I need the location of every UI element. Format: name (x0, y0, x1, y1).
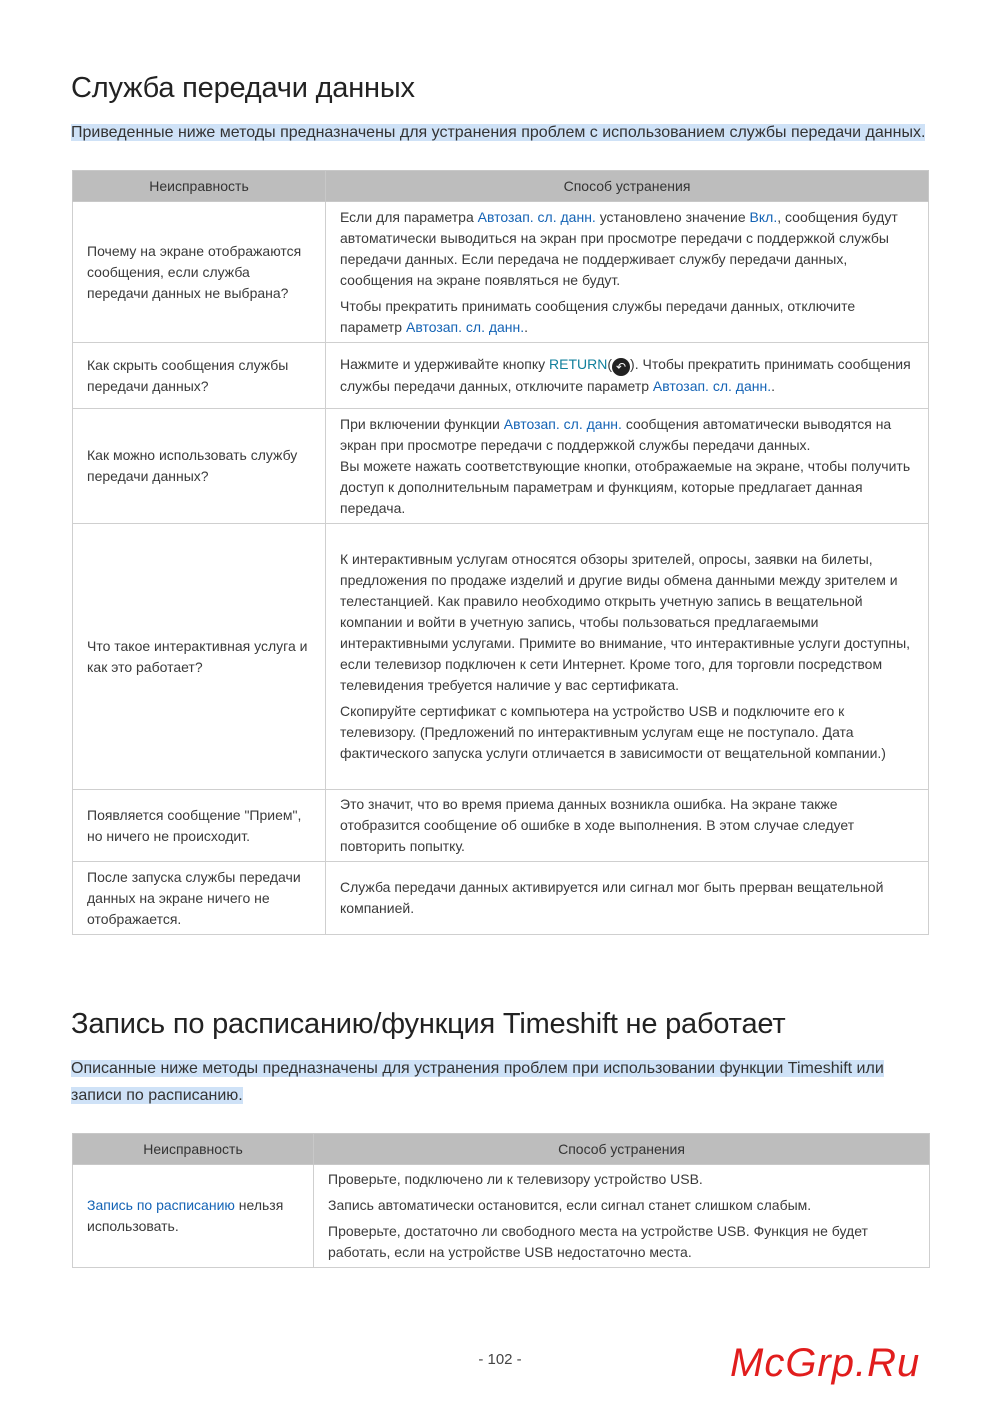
text: Почему на экране отображаются сообщения, если служба передачи данных не выбрана? (87, 242, 302, 301)
column-header-problem: Неисправность (73, 1134, 314, 1165)
text: Чтобы прекратить принимать сообщения службы передачи данных, отключите параметр (340, 297, 856, 335)
paragraph (340, 296, 914, 338)
solution-cell (326, 524, 929, 790)
paragraph (340, 549, 914, 696)
setting-link: Автозап. сл. данн. (405, 318, 525, 335)
paragraph (328, 1221, 915, 1263)
problem-cell (73, 862, 326, 935)
paragraph (87, 1195, 299, 1237)
text: . (524, 318, 529, 335)
paragraph (340, 354, 914, 397)
text: Это значит, что во время приема данных возникла ошибка. На экране также отобразится сообщение об ошибке в ходе выполнения. В этом случае следует повторить попытку. (340, 796, 855, 854)
button-name: RETURN (549, 356, 608, 372)
column-header-problem: Неисправность (73, 171, 326, 202)
text: Служба передачи данных активируется или сигнал мог быть прерван вещательной компанией. (340, 879, 884, 916)
text: , сообщения будут автоматически выводиться на экран при просмотре передачи с поддержкой службы передачи данных. Если передача не поддерживает службу передачи данных, сообщения на экране появляться не будут. (340, 208, 898, 288)
text: К интерактивным услугам относятся обзоры зрителей, опросы, заявки на билеты, предложения по продаже изделий и другие виды обмена данными между зрителем и телестанцией. Как правило необходимо открыть учетную запись в вещательной компании и войти в учетную запись, чтобы пользоваться предлагаемыми интерактивными услугами. Примите во внимание, что интерактивные услуги доступны, если телевизор подключен к сети Интернет. Кроме того, для торговли посредством телевидения требуется наличие у вас сертификата. (340, 551, 911, 693)
text: Появляется сообщение "Прием", но ничего не происходит. (87, 806, 302, 844)
text: сообщения автоматически выводятся на экран при просмотре передачи с поддержкой службы передачи данных. (340, 415, 892, 453)
watermark: McGrp.Ru (730, 1341, 921, 1385)
setting-link: Запись по расписанию (87, 1197, 235, 1213)
paragraph (340, 701, 914, 764)
setting-link: Автозап. сл. данн. (652, 378, 772, 394)
problem-cell (73, 343, 326, 409)
return-icon: ↶ (612, 358, 630, 376)
solution-cell (326, 862, 929, 935)
solution-cell (314, 1165, 930, 1268)
page-number: - 102 - (478, 1351, 522, 1368)
paragraph (340, 794, 914, 857)
problem-cell (73, 409, 326, 524)
text: При включении функции (340, 415, 504, 432)
text: Проверьте, достаточно ли свободного места на устройстве USB. Функция не будет работать, если на устройстве USB недостаточно места. (328, 1223, 868, 1260)
troubleshooting-table-data-service (72, 170, 929, 935)
table-row (73, 524, 929, 790)
paragraph (87, 867, 311, 930)
paragraph (340, 456, 914, 519)
text: Скопируйте сертификат с компьютера на устройство USB и подключите его к телевизору. (Предложений по интерактивным услугам еще не поступало. Дата фактического запуска услуги отличается в зависимости от вещательной компании.) (340, 703, 886, 761)
text: ( (607, 356, 613, 372)
solution-cell (326, 790, 929, 862)
solution-cell (326, 202, 929, 343)
text: После запуска службы передачи данных на экране ничего не отображается. (87, 868, 301, 927)
paragraph (340, 207, 914, 291)
section-title-data-service: Служба передачи данных (71, 72, 415, 104)
column-header-solution: Способ устранения (314, 1134, 930, 1165)
paragraph (87, 636, 311, 678)
intro-text: Описанные ниже методы предназначены для устранения проблем при использовании функции Timeshift или записи по расписанию. (71, 1060, 884, 1104)
problem-cell (73, 1165, 314, 1268)
setting-link: Автозап. сл. данн. (477, 208, 596, 225)
paragraph (87, 805, 311, 847)
problem-cell (73, 524, 326, 790)
table-row (73, 343, 929, 409)
table-row (73, 790, 929, 862)
table-row (73, 202, 929, 343)
text: установлено значение (595, 208, 750, 225)
text: . (771, 378, 775, 394)
setting-link: Вкл. (749, 208, 778, 225)
text: Если для параметра (340, 208, 478, 225)
paragraph (87, 445, 311, 487)
table-row (73, 862, 929, 935)
column-header-solution: Способ устранения (326, 171, 929, 202)
text: Вы можете нажать соответствующие кнопки, отображаемые на экране, чтобы получить доступ к дополнительным параметрам и функциям, которые предлагает данная передача. (340, 457, 911, 516)
paragraph (340, 877, 914, 919)
section-intro (71, 119, 931, 146)
text: ). Чтобы прекратить принимать сообщения службы передачи данных, отключите параметр (340, 356, 911, 394)
table-row (73, 409, 929, 524)
problem-cell (73, 202, 326, 343)
paragraph (87, 355, 311, 397)
setting-link: Автозап. сл. данн. (503, 415, 622, 432)
solution-cell (326, 343, 929, 409)
solution-cell (326, 409, 929, 524)
table-row (73, 1165, 930, 1268)
section-intro (71, 1055, 931, 1109)
paragraph (328, 1195, 915, 1216)
text: Проверьте, подключено ли к телевизору устройство USB. (328, 1171, 703, 1187)
text: Как можно использовать службу передачи данных? (87, 447, 298, 484)
text: Что такое интерактивная услуга и как это работает? (87, 637, 308, 675)
section-title-timeshift: Запись по расписанию/функция Timeshift не работает (71, 1008, 786, 1040)
paragraph (328, 1169, 915, 1190)
paragraph (340, 414, 914, 456)
text: Как скрыть сообщения службы передачи данных? (87, 356, 289, 394)
text: нельзя использовать. (87, 1197, 284, 1234)
problem-cell (73, 790, 326, 862)
intro-text: Приведенные ниже методы предназначены для устранения проблем с использованием службы передачи данных. (71, 124, 926, 141)
text: Запись автоматически остановится, если сигнал станет слишком слабым. (328, 1197, 812, 1213)
text: Нажмите и удерживайте кнопку (340, 356, 550, 372)
paragraph (87, 241, 311, 304)
troubleshooting-table-timeshift (72, 1133, 930, 1268)
